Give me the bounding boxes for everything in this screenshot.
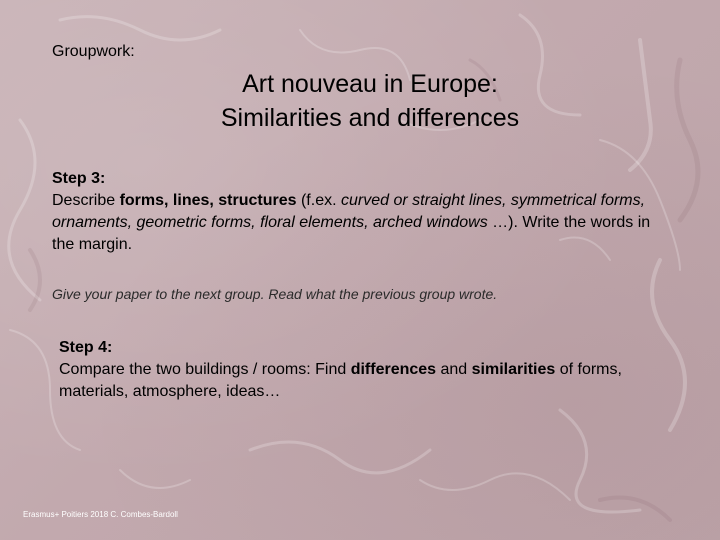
groupwork-label: Groupwork: bbox=[52, 43, 135, 60]
step-4-text-3: of forms, materials, atmosphere, ideas… bbox=[59, 361, 622, 400]
step-4-bold-similarities: similarities bbox=[471, 361, 556, 378]
step-4-bold-differences: differences bbox=[350, 361, 437, 378]
slide-title bbox=[120, 67, 620, 135]
title-line-1: Art nouveau in Europe: bbox=[242, 70, 498, 98]
step-4-heading: Step 4: bbox=[59, 339, 113, 356]
step-4-block bbox=[59, 337, 679, 403]
step-3-block bbox=[52, 168, 652, 256]
step-3-heading: Step 3: bbox=[52, 170, 106, 187]
footer-credit: Erasmus+ Poitiers 2018 C. Combes-Bardoll bbox=[23, 510, 178, 519]
step-3-text-3: …). Write the words in the margin. bbox=[52, 214, 651, 253]
title-line-2: Similarities and differences bbox=[220, 104, 520, 132]
step-4-text-2: and bbox=[436, 361, 472, 378]
step-4-text-1: Compare the two buildings / rooms: Find bbox=[59, 361, 351, 378]
step-3-text-1: Describe bbox=[52, 192, 120, 209]
step-3-examples: curved or straight lines, symmetrical forms, ornaments, geometric forms, floral elements, arched windows bbox=[52, 192, 646, 231]
step-3-text-2: (f.ex. bbox=[296, 192, 341, 209]
step-3-bold-terms: forms, lines, structures bbox=[119, 192, 297, 209]
instruction-note: Give your paper to the next group. Read what the previous group wrote. bbox=[52, 286, 498, 302]
